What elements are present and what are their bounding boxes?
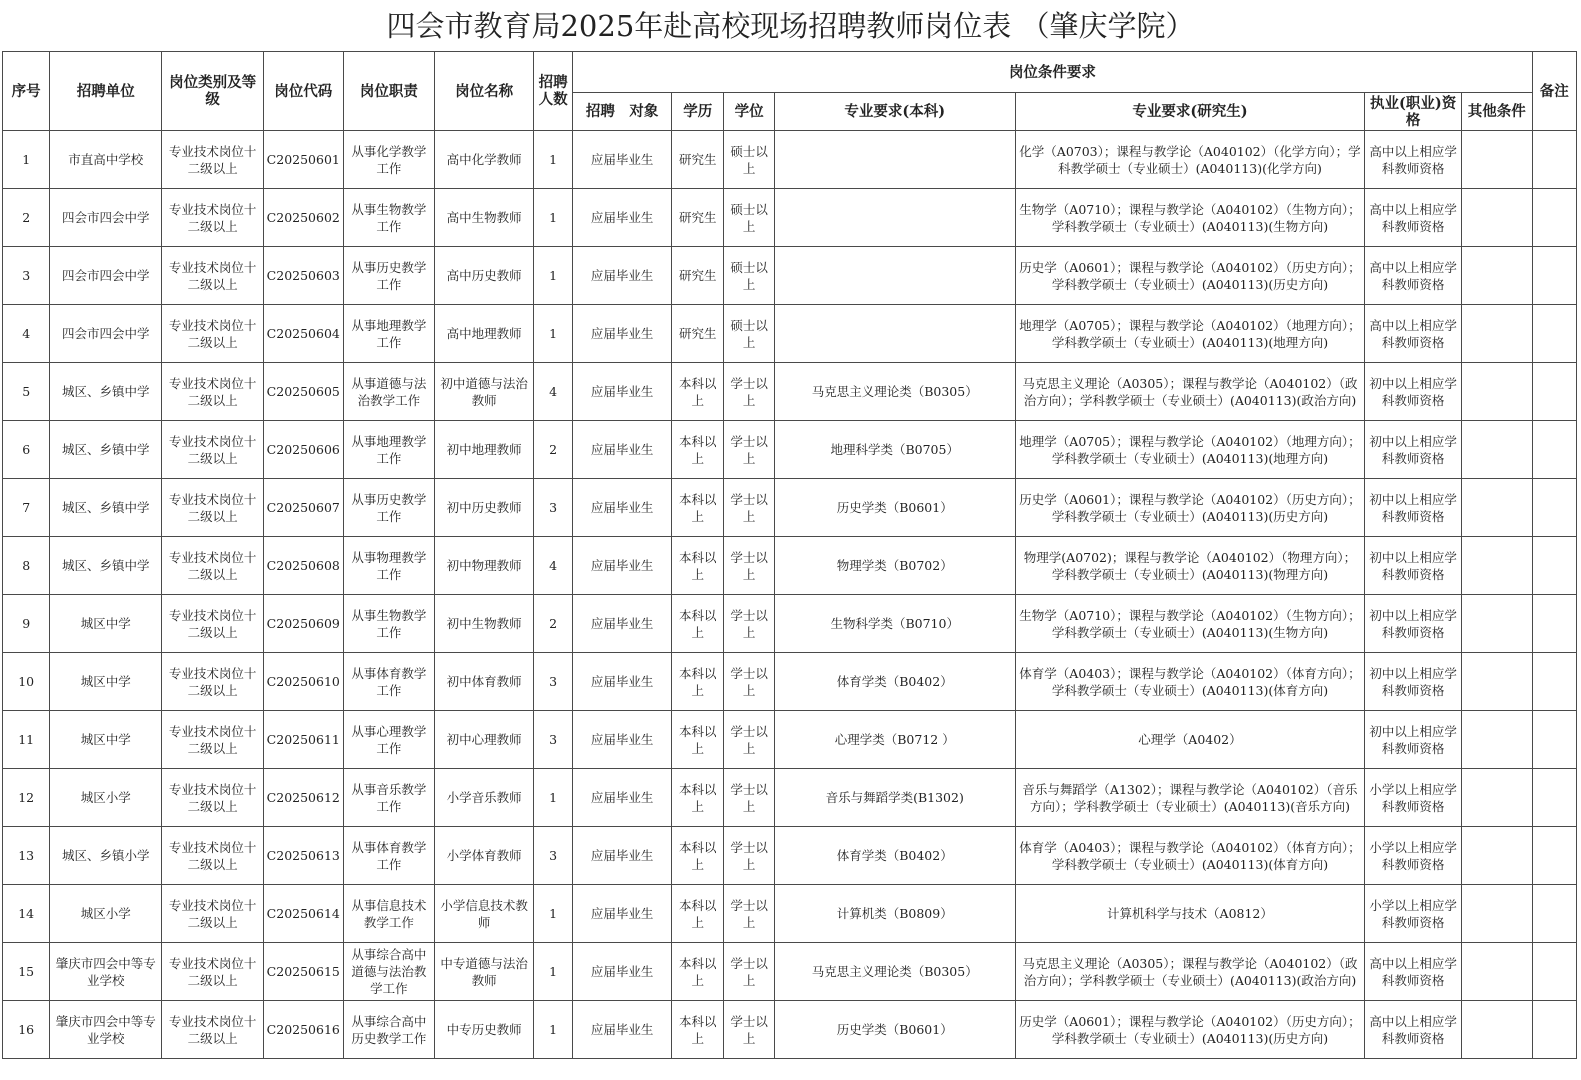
table-row — [3, 247, 1577, 305]
cell-target: 应届毕业生 — [573, 653, 672, 711]
cell-major-ug: 生物科学类（B0710） — [774, 595, 1015, 653]
cell-major-pg: 历史学（A0601）；课程与教学论（A040102）（历史方向）；学科教学硕士（专业硕士）(A040113)(历史方向) — [1015, 247, 1365, 305]
cell-other — [1462, 131, 1533, 189]
cell-remarks — [1532, 305, 1576, 363]
cell-count: 1 — [534, 885, 573, 943]
table-row — [3, 421, 1577, 479]
cell-remarks — [1532, 247, 1576, 305]
cell-remarks — [1532, 537, 1576, 595]
cell-unit: 城区、乡镇中学 — [50, 537, 162, 595]
cell-major-pg: 历史学（A0601）；课程与教学论（A040102）（历史方向）；学科教学硕士（专业硕士）(A040113)(历史方向) — [1015, 479, 1365, 537]
cell-count: 1 — [534, 305, 573, 363]
cell-target: 应届毕业生 — [573, 711, 672, 769]
cell-duty: 从事化学教学工作 — [343, 131, 435, 189]
cell-count: 3 — [534, 827, 573, 885]
table-row — [3, 653, 1577, 711]
cell-remarks — [1532, 595, 1576, 653]
header-seq: 序号 — [3, 52, 50, 131]
cell-qualification: 初中以上相应学科教师资格 — [1365, 711, 1462, 769]
cell-degree: 学士以上 — [724, 827, 774, 885]
cell-qualification: 初中以上相应学科教师资格 — [1365, 363, 1462, 421]
cell-major-pg: 化学（A0703）；课程与教学论（A040102）（化学方向）；学科教学硕士（专业硕士）(A040113)(化学方向) — [1015, 131, 1365, 189]
cell-other — [1462, 943, 1533, 1001]
cell-major-pg: 生物学（A0710）；课程与教学论（A040102）（生物方向）；学科教学硕士（专业硕士）(A040113)(生物方向) — [1015, 595, 1365, 653]
cell-code: C20250616 — [263, 1001, 343, 1059]
cell-seq: 16 — [3, 1001, 50, 1059]
cell-count: 1 — [534, 943, 573, 1001]
cell-degree: 学士以上 — [724, 885, 774, 943]
cell-qualification: 高中以上相应学科教师资格 — [1365, 943, 1462, 1001]
cell-major-ug: 音乐与舞蹈学类(B1302) — [774, 769, 1015, 827]
cell-edu: 本科以上 — [672, 769, 724, 827]
cell-edu: 本科以上 — [672, 885, 724, 943]
table-row — [3, 131, 1577, 189]
cell-remarks — [1532, 943, 1576, 1001]
cell-count: 1 — [534, 131, 573, 189]
cell-qualification: 高中以上相应学科教师资格 — [1365, 131, 1462, 189]
cell-other — [1462, 363, 1533, 421]
cell-code: C20250603 — [263, 247, 343, 305]
cell-edu: 研究生 — [672, 305, 724, 363]
cell-seq: 10 — [3, 653, 50, 711]
cell-target: 应届毕业生 — [573, 189, 672, 247]
table-row — [3, 537, 1577, 595]
cell-category: 专业技术岗位十二级以上 — [162, 131, 264, 189]
table-row — [3, 305, 1577, 363]
cell-degree: 学士以上 — [724, 363, 774, 421]
cell-code: C20250604 — [263, 305, 343, 363]
cell-name: 小学信息技术教师 — [435, 885, 534, 943]
cell-unit: 四会市四会中学 — [50, 305, 162, 363]
cell-remarks — [1532, 479, 1576, 537]
cell-name: 初中物理教师 — [435, 537, 534, 595]
cell-target: 应届毕业生 — [573, 1001, 672, 1059]
cell-major-ug: 体育学类（B0402） — [774, 653, 1015, 711]
cell-unit: 城区、乡镇中学 — [50, 421, 162, 479]
cell-edu: 本科以上 — [672, 1001, 724, 1059]
cell-name: 小学体育教师 — [435, 827, 534, 885]
cell-name: 高中地理教师 — [435, 305, 534, 363]
cell-duty: 从事生物教学工作 — [343, 189, 435, 247]
cell-code: C20250602 — [263, 189, 343, 247]
table-row — [3, 595, 1577, 653]
cell-seq: 13 — [3, 827, 50, 885]
cell-seq: 11 — [3, 711, 50, 769]
cell-duty: 从事体育教学工作 — [343, 827, 435, 885]
header-code: 岗位代码 — [263, 52, 343, 131]
page-title: 四会市教育局2025年赴高校现场招聘教师岗位表 （肇庆学院） — [386, 9, 1195, 43]
cell-category: 专业技术岗位十二级以上 — [162, 885, 264, 943]
cell-seq: 12 — [3, 769, 50, 827]
cell-qualification: 高中以上相应学科教师资格 — [1365, 305, 1462, 363]
cell-code: C20250601 — [263, 131, 343, 189]
cell-qualification: 初中以上相应学科教师资格 — [1365, 595, 1462, 653]
cell-major-ug: 历史学类（B0601） — [774, 1001, 1015, 1059]
cell-major-ug: 历史学类（B0601） — [774, 479, 1015, 537]
cell-other — [1462, 827, 1533, 885]
cell-other — [1462, 537, 1533, 595]
cell-unit: 城区小学 — [50, 769, 162, 827]
header-unit: 招聘单位 — [50, 52, 162, 131]
cell-unit: 城区中学 — [50, 711, 162, 769]
cell-qualification: 小学以上相应学科教师资格 — [1365, 885, 1462, 943]
cell-major-pg: 地理学（A0705）；课程与教学论（A040102）（地理方向）；学科教学硕士（专业硕士）(A040113)(地理方向) — [1015, 421, 1365, 479]
cell-target: 应届毕业生 — [573, 769, 672, 827]
cell-name: 初中心理教师 — [435, 711, 534, 769]
cell-other — [1462, 189, 1533, 247]
cell-major-pg: 计算机科学与技术（A0812） — [1015, 885, 1365, 943]
cell-duty: 从事综合高中历史教学工作 — [343, 1001, 435, 1059]
cell-major-ug: 马克思主义理论类（B0305） — [774, 363, 1015, 421]
cell-remarks — [1532, 711, 1576, 769]
header-conditions: 岗位条件要求 — [573, 52, 1532, 93]
cell-count: 2 — [534, 421, 573, 479]
cell-major-ug — [774, 189, 1015, 247]
cell-name: 高中生物教师 — [435, 189, 534, 247]
cell-seq: 3 — [3, 247, 50, 305]
cell-remarks — [1532, 885, 1576, 943]
cell-qualification: 初中以上相应学科教师资格 — [1365, 479, 1462, 537]
cell-other — [1462, 769, 1533, 827]
cell-qualification: 初中以上相应学科教师资格 — [1365, 537, 1462, 595]
cell-target: 应届毕业生 — [573, 943, 672, 1001]
cell-code: C20250615 — [263, 943, 343, 1001]
cell-major-pg: 物理学(A0702)；课程与教学论（A040102）（物理方向）；学科教学硕士（专业硕士）(A040113)(物理方向) — [1015, 537, 1365, 595]
cell-name: 小学音乐教师 — [435, 769, 534, 827]
cell-unit: 市直高中学校 — [50, 131, 162, 189]
cell-other — [1462, 421, 1533, 479]
cell-category: 专业技术岗位十二级以上 — [162, 711, 264, 769]
cell-seq: 14 — [3, 885, 50, 943]
cell-duty: 从事体育教学工作 — [343, 653, 435, 711]
header-qualification: 执业(职业)资格 — [1365, 93, 1462, 131]
cell-count: 4 — [534, 363, 573, 421]
cell-degree: 硕士以上 — [724, 247, 774, 305]
cell-major-pg: 体育学（A0403）；课程与教学论（A040102）（体育方向）；学科教学硕士（专业硕士）(A040113)(体育方向) — [1015, 827, 1365, 885]
cell-degree: 学士以上 — [724, 711, 774, 769]
cell-duty: 从事心理教学工作 — [343, 711, 435, 769]
cell-duty: 从事历史教学工作 — [343, 479, 435, 537]
header-count: 招聘人数 — [534, 52, 573, 131]
cell-count: 1 — [534, 247, 573, 305]
cell-name: 中专道德与法治教师 — [435, 943, 534, 1001]
header-row-main — [3, 52, 1577, 93]
cell-code: C20250608 — [263, 537, 343, 595]
cell-major-ug: 心理学类（B0712 ） — [774, 711, 1015, 769]
cell-other — [1462, 595, 1533, 653]
cell-qualification: 小学以上相应学科教师资格 — [1365, 827, 1462, 885]
cell-category: 专业技术岗位十二级以上 — [162, 537, 264, 595]
cell-unit: 四会市四会中学 — [50, 247, 162, 305]
cell-name: 初中地理教师 — [435, 421, 534, 479]
cell-duty: 从事道德与法治教学工作 — [343, 363, 435, 421]
cell-target: 应届毕业生 — [573, 363, 672, 421]
cell-category: 专业技术岗位十二级以上 — [162, 363, 264, 421]
cell-major-pg: 生物学（A0710）；课程与教学论（A040102）（生物方向）；学科教学硕士（专业硕士）(A040113)(生物方向) — [1015, 189, 1365, 247]
cell-code: C20250614 — [263, 885, 343, 943]
cell-target: 应届毕业生 — [573, 595, 672, 653]
cell-target: 应届毕业生 — [573, 537, 672, 595]
cell-seq: 8 — [3, 537, 50, 595]
cell-target: 应届毕业生 — [573, 131, 672, 189]
cell-remarks — [1532, 421, 1576, 479]
cell-unit: 城区中学 — [50, 653, 162, 711]
cell-name: 初中历史教师 — [435, 479, 534, 537]
cell-unit: 四会市四会中学 — [50, 189, 162, 247]
cell-edu: 本科以上 — [672, 363, 724, 421]
job-table — [2, 51, 1577, 1059]
cell-major-ug: 马克思主义理论类（B0305） — [774, 943, 1015, 1001]
cell-code: C20250607 — [263, 479, 343, 537]
cell-degree: 学士以上 — [724, 653, 774, 711]
header-degree: 学位 — [724, 93, 774, 131]
cell-major-ug: 体育学类（B0402） — [774, 827, 1015, 885]
cell-edu: 本科以上 — [672, 479, 724, 537]
cell-category: 专业技术岗位十二级以上 — [162, 827, 264, 885]
cell-name: 高中化学教师 — [435, 131, 534, 189]
cell-edu: 研究生 — [672, 189, 724, 247]
cell-category: 专业技术岗位十二级以上 — [162, 189, 264, 247]
cell-other — [1462, 653, 1533, 711]
cell-major-ug — [774, 305, 1015, 363]
cell-remarks — [1532, 769, 1576, 827]
header-remarks: 备注 — [1532, 52, 1576, 131]
cell-degree: 学士以上 — [724, 1001, 774, 1059]
cell-duty: 从事物理教学工作 — [343, 537, 435, 595]
cell-remarks — [1532, 363, 1576, 421]
cell-other — [1462, 247, 1533, 305]
cell-degree: 学士以上 — [724, 479, 774, 537]
cell-category: 专业技术岗位十二级以上 — [162, 595, 264, 653]
cell-edu: 研究生 — [672, 247, 724, 305]
cell-seq: 15 — [3, 943, 50, 1001]
cell-seq: 9 — [3, 595, 50, 653]
table-row — [3, 769, 1577, 827]
cell-category: 专业技术岗位十二级以上 — [162, 769, 264, 827]
cell-category: 专业技术岗位十二级以上 — [162, 943, 264, 1001]
header-duty: 岗位职责 — [343, 52, 435, 131]
cell-seq: 7 — [3, 479, 50, 537]
cell-duty: 从事生物教学工作 — [343, 595, 435, 653]
cell-edu: 本科以上 — [672, 711, 724, 769]
cell-unit: 城区中学 — [50, 595, 162, 653]
cell-count: 2 — [534, 595, 573, 653]
cell-unit: 城区、乡镇中学 — [50, 479, 162, 537]
cell-target: 应届毕业生 — [573, 827, 672, 885]
cell-seq: 5 — [3, 363, 50, 421]
cell-seq: 6 — [3, 421, 50, 479]
cell-seq: 4 — [3, 305, 50, 363]
cell-duty: 从事音乐教学工作 — [343, 769, 435, 827]
cell-qualification: 高中以上相应学科教师资格 — [1365, 1001, 1462, 1059]
header-major-pg: 专业要求(研究生) — [1015, 93, 1365, 131]
cell-category: 专业技术岗位十二级以上 — [162, 421, 264, 479]
cell-target: 应届毕业生 — [573, 305, 672, 363]
table-row — [3, 827, 1577, 885]
cell-duty: 从事信息技术教学工作 — [343, 885, 435, 943]
cell-edu: 本科以上 — [672, 827, 724, 885]
cell-duty: 从事地理教学工作 — [343, 421, 435, 479]
cell-major-ug — [774, 247, 1015, 305]
cell-remarks — [1532, 1001, 1576, 1059]
cell-count: 1 — [534, 189, 573, 247]
cell-name: 初中道德与法治教师 — [435, 363, 534, 421]
cell-other — [1462, 1001, 1533, 1059]
cell-count: 3 — [534, 479, 573, 537]
cell-name: 初中生物教师 — [435, 595, 534, 653]
cell-remarks — [1532, 131, 1576, 189]
table-row — [3, 711, 1577, 769]
cell-category: 专业技术岗位十二级以上 — [162, 247, 264, 305]
cell-other — [1462, 711, 1533, 769]
cell-other — [1462, 479, 1533, 537]
cell-category: 专业技术岗位十二级以上 — [162, 1001, 264, 1059]
cell-major-pg: 马克思主义理论（A0305）；课程与教学论（A040102）（政治方向）；学科教学硕士（专业硕士）(A040113)(政治方向) — [1015, 363, 1365, 421]
cell-qualification: 小学以上相应学科教师资格 — [1365, 769, 1462, 827]
cell-code: C20250609 — [263, 595, 343, 653]
cell-unit: 肇庆市四会中等专业学校 — [50, 943, 162, 1001]
header-category: 岗位类别及等级 — [162, 52, 264, 131]
cell-target: 应届毕业生 — [573, 479, 672, 537]
cell-unit: 城区小学 — [50, 885, 162, 943]
cell-category: 专业技术岗位十二级以上 — [162, 653, 264, 711]
cell-seq: 2 — [3, 189, 50, 247]
cell-major-ug: 地理科学类（B0705） — [774, 421, 1015, 479]
cell-remarks — [1532, 653, 1576, 711]
cell-category: 专业技术岗位十二级以上 — [162, 305, 264, 363]
cell-degree: 硕士以上 — [724, 305, 774, 363]
cell-duty: 从事地理教学工作 — [343, 305, 435, 363]
header-major-ug: 专业要求(本科) — [774, 93, 1015, 131]
cell-major-pg: 心理学（A0402） — [1015, 711, 1365, 769]
cell-major-pg: 历史学（A0601）；课程与教学论（A040102）（历史方向）；学科教学硕士（专业硕士）(A040113)(历史方向) — [1015, 1001, 1365, 1059]
cell-major-pg: 体育学（A0403）；课程与教学论（A040102）（体育方向）；学科教学硕士（专业硕士）(A040113)(体育方向) — [1015, 653, 1365, 711]
cell-degree: 学士以上 — [724, 769, 774, 827]
cell-edu: 本科以上 — [672, 537, 724, 595]
cell-major-ug: 计算机类（B0809） — [774, 885, 1015, 943]
cell-seq: 1 — [3, 131, 50, 189]
cell-degree: 学士以上 — [724, 595, 774, 653]
cell-name: 高中历史教师 — [435, 247, 534, 305]
cell-count: 3 — [534, 653, 573, 711]
header-edu: 学历 — [672, 93, 724, 131]
cell-code: C20250605 — [263, 363, 343, 421]
table-row — [3, 885, 1577, 943]
cell-degree: 学士以上 — [724, 421, 774, 479]
cell-other — [1462, 885, 1533, 943]
cell-qualification: 高中以上相应学科教师资格 — [1365, 247, 1462, 305]
cell-remarks — [1532, 827, 1576, 885]
cell-target: 应届毕业生 — [573, 885, 672, 943]
cell-degree: 硕士以上 — [724, 189, 774, 247]
cell-target: 应届毕业生 — [573, 421, 672, 479]
cell-major-pg: 音乐与舞蹈学（A1302）；课程与教学论（A040102）（音乐方向）；学科教学硕士（专业硕士）(A040113)(音乐方向) — [1015, 769, 1365, 827]
cell-unit: 城区、乡镇中学 — [50, 363, 162, 421]
header-name: 岗位名称 — [435, 52, 534, 131]
cell-edu: 本科以上 — [672, 595, 724, 653]
cell-unit: 肇庆市四会中等专业学校 — [50, 1001, 162, 1059]
cell-count: 4 — [534, 537, 573, 595]
cell-edu: 本科以上 — [672, 653, 724, 711]
cell-degree: 硕士以上 — [724, 131, 774, 189]
cell-code: C20250610 — [263, 653, 343, 711]
cell-category: 专业技术岗位十二级以上 — [162, 479, 264, 537]
cell-code: C20250606 — [263, 421, 343, 479]
cell-count: 1 — [534, 769, 573, 827]
cell-major-ug — [774, 131, 1015, 189]
header-other: 其他条件 — [1462, 93, 1533, 131]
cell-degree: 学士以上 — [724, 537, 774, 595]
cell-count: 3 — [534, 711, 573, 769]
cell-qualification: 初中以上相应学科教师资格 — [1365, 653, 1462, 711]
table-body — [3, 131, 1577, 1059]
cell-name: 初中体育教师 — [435, 653, 534, 711]
cell-duty: 从事综合高中道德与法治教学工作 — [343, 943, 435, 1001]
cell-remarks — [1532, 189, 1576, 247]
cell-degree: 学士以上 — [724, 943, 774, 1001]
cell-major-ug: 物理学类（B0702） — [774, 537, 1015, 595]
table-row — [3, 943, 1577, 1001]
table-row — [3, 479, 1577, 537]
cell-edu: 本科以上 — [672, 943, 724, 1001]
cell-code: C20250611 — [263, 711, 343, 769]
cell-other — [1462, 305, 1533, 363]
cell-code: C20250613 — [263, 827, 343, 885]
cell-major-pg: 马克思主义理论（A0305）；课程与教学论（A040102）（政治方向）；学科教学硕士（专业硕士）(A040113)(政治方向) — [1015, 943, 1365, 1001]
cell-target: 应届毕业生 — [573, 247, 672, 305]
cell-count: 1 — [534, 1001, 573, 1059]
table-row — [3, 363, 1577, 421]
cell-duty: 从事历史教学工作 — [343, 247, 435, 305]
cell-edu: 本科以上 — [672, 421, 724, 479]
cell-qualification: 初中以上相应学科教师资格 — [1365, 421, 1462, 479]
table-row — [3, 1001, 1577, 1059]
cell-name: 中专历史教师 — [435, 1001, 534, 1059]
cell-edu: 研究生 — [672, 131, 724, 189]
cell-major-pg: 地理学（A0705）；课程与教学论（A040102）（地理方向）；学科教学硕士（专业硕士）(A040113)(地理方向) — [1015, 305, 1365, 363]
cell-qualification: 高中以上相应学科教师资格 — [1365, 189, 1462, 247]
cell-unit: 城区、乡镇小学 — [50, 827, 162, 885]
header-target: 招聘 对象 — [573, 93, 672, 131]
cell-code: C20250612 — [263, 769, 343, 827]
table-row — [3, 189, 1577, 247]
